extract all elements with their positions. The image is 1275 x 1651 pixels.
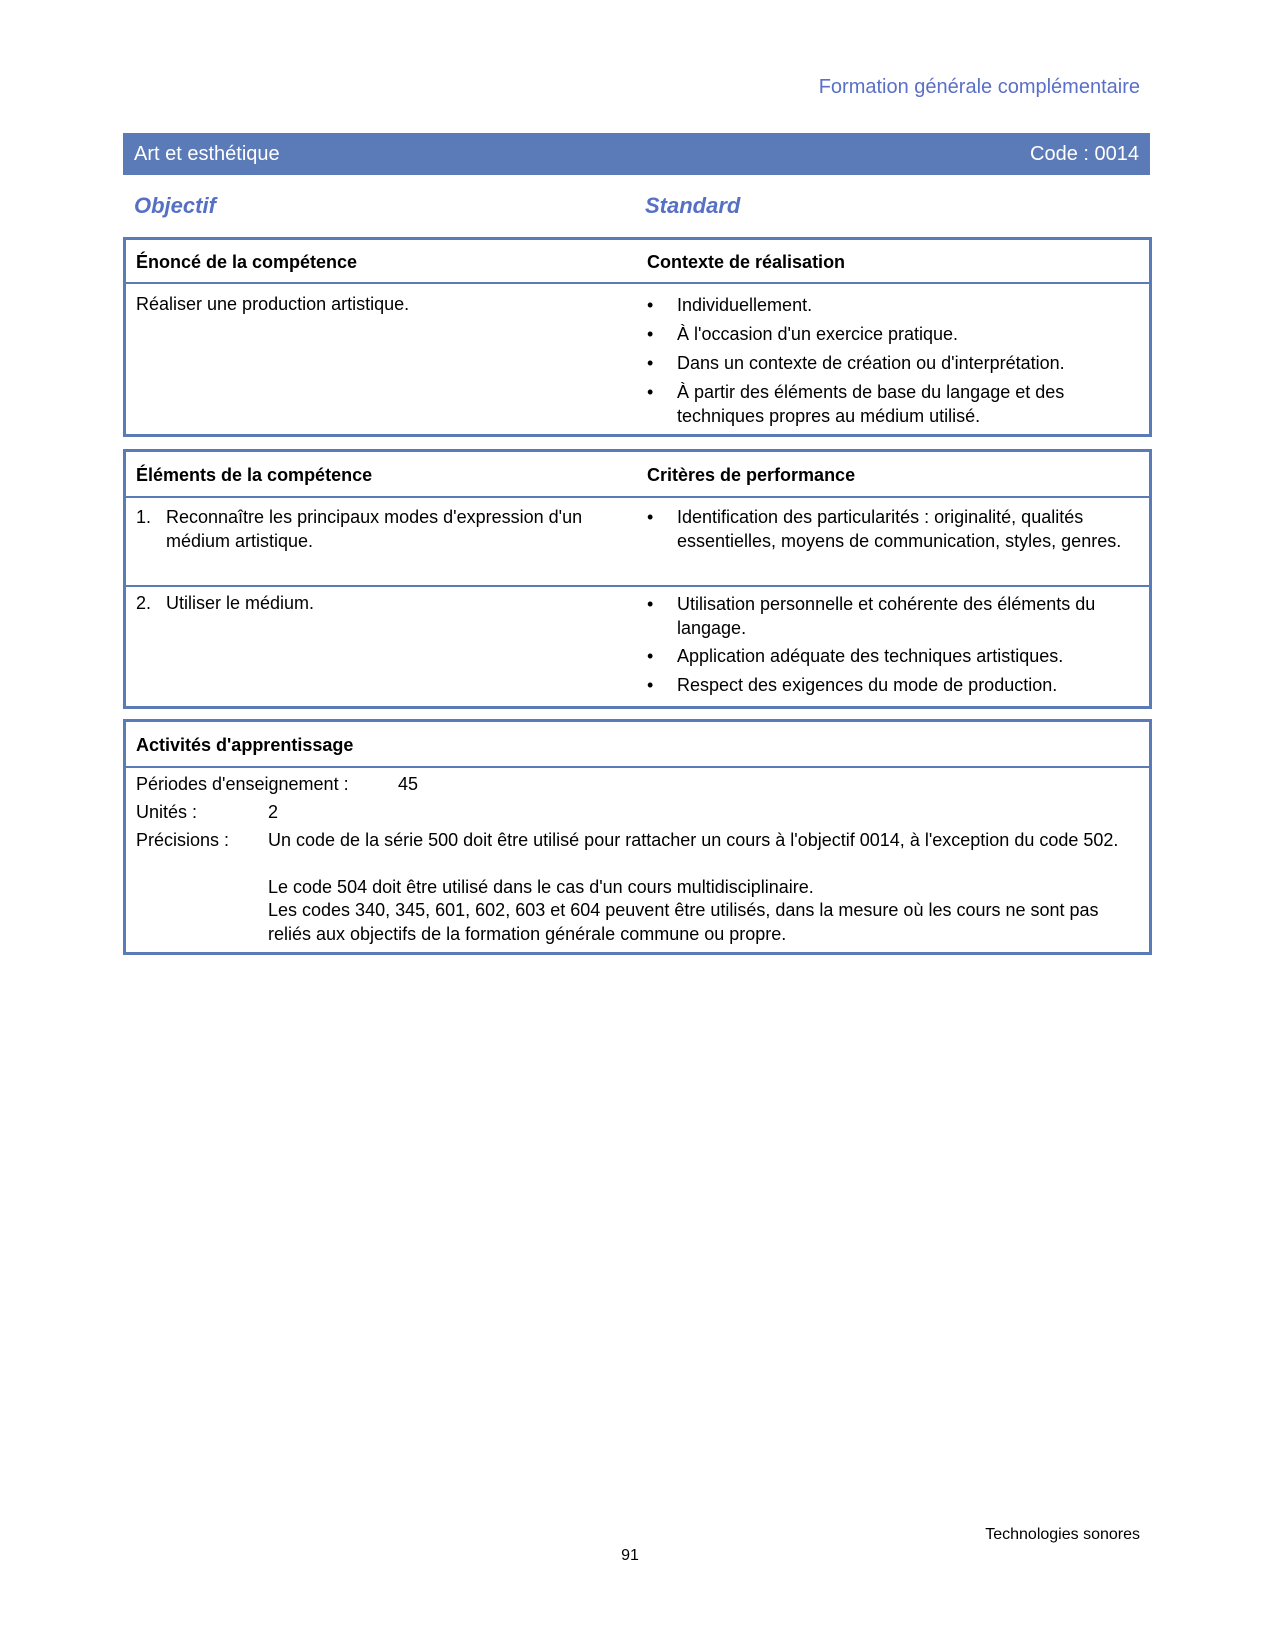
element-number: 1.	[136, 507, 152, 527]
bullet-icon: •	[647, 646, 654, 666]
bullet-icon: •	[647, 507, 654, 527]
element-number: 2.	[136, 593, 152, 613]
course-code	[1030, 143, 1139, 166]
activities-header-row	[126, 722, 1149, 768]
periods-value: 45	[398, 774, 419, 794]
activities-header: Activités d'apprentissage	[136, 735, 354, 755]
statement-header: Énoncé de la compétence	[136, 252, 358, 272]
elements-header: Éléments de la compétence	[136, 465, 373, 485]
precision-text: Le code 504 doit être utilisé dans le cas d'un cours multidisciplinaire.	[268, 877, 814, 897]
elements-box: Éléments de la compétence Critères de performance 1. Reconnaître les principaux modes d'expression d'un médium artistique. • Identification des particularités : originalité, qualités essentielles, moyens de communication, styles, genres. 2. Utiliser le médium. • Utilisation personnelle et cohérente des éléments du langage. • Application adéquate des techniques artistiques. • Respect des exigences du mode de production.	[123, 449, 1152, 709]
bullet-icon: •	[647, 382, 654, 402]
program-header: Formation générale complémentaire	[818, 76, 1140, 98]
bullet-icon: •	[647, 353, 654, 373]
code-label: Code :	[1030, 143, 1089, 165]
competence-header-row	[126, 240, 1149, 284]
bullet-icon: •	[647, 324, 654, 344]
precision-text: Les codes 340, 345, 601, 602, 603 et 604 peuvent être utilisés, dans la mesure où les cours ne sont pas reliés aux objectifs de la formation générale commune ou propre.	[268, 900, 1099, 944]
title-bar	[123, 133, 1150, 175]
context-header: Contexte de réalisation	[647, 252, 846, 272]
competence-box: Énoncé de la compétence Contexte de réalisation Réaliser une production artistique. • Individuellement. • À l'occasion d'un exercice pratique. • Dans un contexte de création ou d'interprétation. • À partir des éléments de base du langage et des techniques propres au médium utilisé.	[123, 237, 1152, 437]
precision-text: Un code de la série 500 doit être utilisé pour rattacher un cours à l'objectif 0014, à l'exception du code 502.	[268, 830, 1119, 850]
elements-header-row	[126, 452, 1149, 498]
code-value: 0014	[1094, 143, 1139, 165]
element-text: Utiliser le médium.	[166, 593, 315, 613]
periods-label: Périodes d'enseignement :	[136, 774, 349, 794]
bullet-icon: •	[647, 675, 654, 695]
element-text: Reconnaître les principaux modes d'expression d'un médium artistique.	[166, 507, 583, 551]
bullet-icon: •	[647, 594, 654, 614]
precisions-label: Précisions :	[136, 830, 230, 850]
activities-box	[123, 719, 1152, 955]
row-divider	[126, 585, 1149, 587]
units-label: Unités :	[136, 802, 198, 822]
objective-heading: Objectif	[134, 193, 216, 218]
page-number: 91	[621, 1547, 639, 1564]
footer-program: Technologies sonores	[985, 1526, 1140, 1543]
criteria-header: Critères de performance	[647, 465, 856, 485]
competence-statement: Réaliser une production artistique.	[136, 294, 410, 314]
bullet-icon: •	[647, 295, 654, 315]
course-title: Art et esthétique	[134, 143, 280, 165]
units-value: 2	[268, 802, 279, 822]
standard-heading: Standard	[645, 193, 741, 218]
